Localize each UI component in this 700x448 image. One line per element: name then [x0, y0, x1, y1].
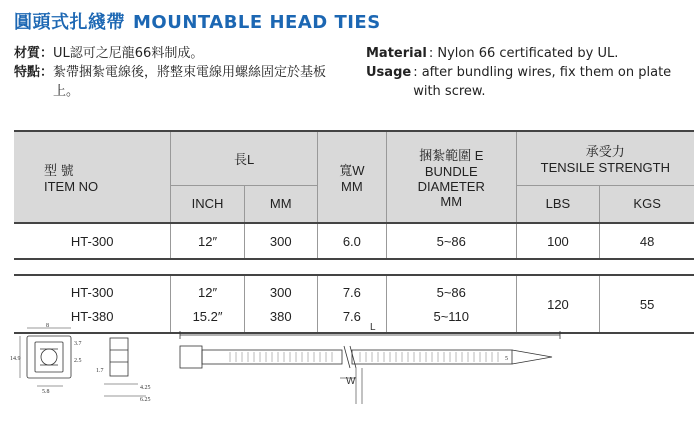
material-row-cn — [14, 44, 344, 63]
cell-inch: 15.2″ — [171, 304, 244, 333]
cell-kgs: 55 — [600, 275, 694, 333]
usage-label-en: Usage — [366, 65, 412, 80]
page-title — [14, 8, 381, 34]
material-label-en: Material — [366, 46, 427, 61]
dim-label: 8 — [46, 323, 49, 329]
cell-width: 6.0 — [317, 223, 386, 259]
cell-model: HT-380 — [70, 308, 114, 324]
cell-mm: 380 — [244, 304, 317, 333]
tie-teeth — [230, 352, 498, 362]
description-chinese — [14, 44, 344, 101]
header-kgs: KGS — [600, 185, 694, 223]
header-lbs: LBS — [516, 185, 600, 223]
cell-mm: 300 — [244, 223, 317, 259]
technical-drawing — [0, 316, 700, 448]
dim-label: 3.7 — [74, 341, 82, 347]
feature-label-cn: 特點： — [14, 65, 54, 80]
usage-text-en: : after bundling wires, fix them on plate with screw. — [413, 65, 672, 99]
cell-model: HT-300 — [70, 284, 114, 300]
dim-label: 6.25 — [140, 397, 151, 403]
width-label: W — [346, 376, 356, 387]
header-bundle-unit: MM — [440, 194, 463, 209]
table-gap — [14, 259, 694, 275]
header-length: 長L — [171, 131, 317, 185]
header-model — [14, 131, 171, 223]
dim-label: 14.9 — [10, 356, 21, 362]
material-text-cn: UL認可之尼龍66料制成。 — [53, 46, 204, 61]
usage-row-en — [366, 63, 696, 101]
description-english — [366, 44, 696, 101]
header-tensile-cn: 承受力 — [585, 144, 625, 160]
dim-label: 4.25 — [140, 385, 151, 391]
header-model-cn: 型 號 — [44, 163, 74, 178]
cell-lbs: 100 — [516, 223, 600, 259]
tie-body — [180, 331, 560, 368]
cell-bundle: 5~86 — [386, 223, 516, 259]
title-english: MOUNTABLE HEAD TIES — [133, 12, 381, 33]
header-mm: MM — [244, 185, 317, 223]
dim-label: 5.8 — [42, 389, 50, 395]
material-text-en: : Nylon 66 certificated by UL. — [428, 46, 619, 61]
header-model-en: ITEM NO — [44, 179, 99, 194]
table-row — [14, 275, 694, 304]
material-label-cn: 材質： — [14, 46, 54, 61]
cell-mm: 300 — [244, 275, 317, 304]
cell-width: 7.6 — [317, 275, 386, 304]
cell-kgs: 48 — [600, 223, 694, 259]
title-chinese: 圓頭式扎綫帶 — [14, 12, 125, 33]
header-bundle-cn: 捆紮範圍 E — [419, 148, 484, 163]
cell-bundle: 5~110 — [386, 304, 516, 333]
feature-row-cn — [14, 63, 344, 101]
dim-label: 1.7 — [96, 368, 104, 374]
length-label: L — [370, 322, 376, 333]
cell-lbs: 120 — [516, 275, 600, 333]
header-width — [317, 131, 386, 223]
cell-inch: 12″ — [171, 223, 244, 259]
header-width-unit: MM — [341, 179, 363, 194]
header-width-cn: 寬W — [339, 163, 365, 178]
material-row-en — [366, 44, 696, 63]
head-front-view — [20, 328, 71, 386]
header-bundle-en2: DIAMETER — [417, 179, 485, 194]
header-tensile — [516, 131, 694, 185]
cell-model: HT-300 — [70, 233, 114, 249]
header-bundle-en1: BUNDLE — [424, 164, 478, 179]
header-tensile-en: TENSILE STRENGTH — [540, 160, 670, 176]
cell-width: 7.6 — [317, 304, 386, 333]
header-bundle — [386, 131, 516, 223]
cell-bundle: 5~86 — [386, 275, 516, 304]
table-header-row-1 — [14, 131, 694, 185]
header-inch: INCH — [171, 185, 244, 223]
dim-label: 5 — [505, 356, 508, 362]
dim-label: 2.5 — [74, 358, 82, 364]
spec-table — [14, 130, 694, 334]
cell-inch: 12″ — [171, 275, 244, 304]
feature-text-cn: 紮帶捆紮電線後，將整束電線用螺絲固定於基板上。 — [53, 65, 327, 99]
table-row — [14, 223, 694, 259]
